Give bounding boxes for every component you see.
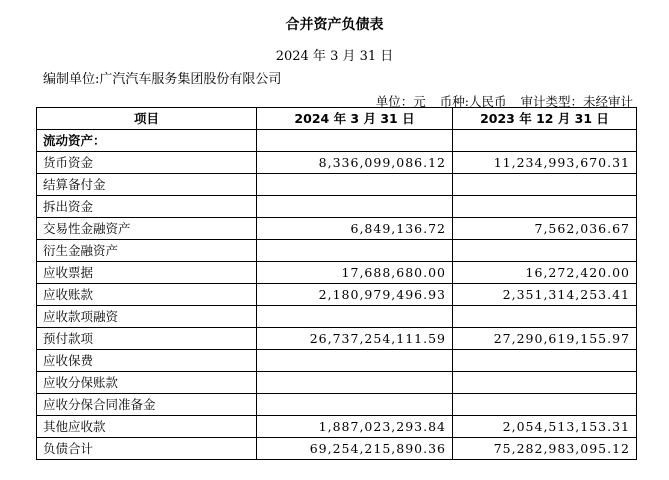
table-row [37, 152, 637, 174]
section-row [37, 130, 637, 152]
row-value-prior [453, 350, 637, 372]
row-value-current [257, 196, 453, 218]
section-label: 流动资产： [37, 130, 257, 152]
balance-sheet-table [36, 107, 637, 460]
total-value-current: 69,254,215,890.36 [257, 438, 453, 460]
row-value-prior [453, 372, 637, 394]
row-value-current: 6,849,136.72 [257, 218, 453, 240]
table-row [37, 196, 637, 218]
table-row [37, 174, 637, 196]
row-label: 其他应收款 [37, 416, 257, 438]
column-header-prior: 2023 年 12 月 31 日 [453, 108, 637, 130]
row-value-current [257, 240, 453, 262]
row-label: 应收票据 [37, 262, 257, 284]
row-value-current: 17,688,680.00 [257, 262, 453, 284]
row-label: 拆出资金 [37, 196, 257, 218]
table-cell [257, 130, 453, 152]
row-value-current [257, 306, 453, 328]
table-row [37, 218, 637, 240]
row-value-current [257, 394, 453, 416]
row-value-prior: 16,272,420.00 [453, 262, 637, 284]
row-value-prior: 7,562,036.67 [453, 218, 637, 240]
row-value-current [257, 174, 453, 196]
table-row [37, 372, 637, 394]
row-value-prior: 11,234,993,670.31 [453, 152, 637, 174]
table-row [37, 262, 637, 284]
report-date: 2024 年 3 月 31 日 [275, 49, 394, 64]
audit-type-label: 审计类型：未经审计 [520, 94, 633, 109]
column-header-current: 2024 年 3 月 31 日 [257, 108, 453, 130]
row-value-current [257, 350, 453, 372]
row-label: 预付款项 [37, 328, 257, 350]
row-label: 应收保费 [37, 350, 257, 372]
table-row [37, 328, 637, 350]
row-value-prior [453, 174, 637, 196]
row-value-prior [453, 306, 637, 328]
total-label: 负债合计 [37, 438, 257, 460]
total-value-prior: 75,282,983,095.12 [453, 438, 637, 460]
row-value-current: 1,887,023,293.84 [257, 416, 453, 438]
row-value-current: 2,180,979,496.93 [257, 284, 453, 306]
table-header-row [37, 108, 637, 130]
currency-label: 币种:人民币 [439, 94, 507, 109]
row-label: 应收账款 [37, 284, 257, 306]
row-value-prior [453, 394, 637, 416]
row-value-prior [453, 196, 637, 218]
company-name: 编制单位:广汽汽车服务集团股份有限公司 [43, 72, 282, 87]
table-row [37, 240, 637, 262]
row-label: 应收分保合同准备金 [37, 394, 257, 416]
table-cell [453, 130, 637, 152]
table-row [37, 284, 637, 306]
table-row [37, 306, 637, 328]
row-label: 交易性金融资产 [37, 218, 257, 240]
row-label: 结算备付金 [37, 174, 257, 196]
row-value-current: 26,737,254,111.59 [257, 328, 453, 350]
row-label: 衍生金融资产 [37, 240, 257, 262]
table-row [37, 394, 637, 416]
row-label: 应收款项融资 [37, 306, 257, 328]
row-value-prior: 2,054,513,153.31 [453, 416, 637, 438]
row-value-prior [453, 240, 637, 262]
unit-label: 单位：元 [375, 94, 426, 109]
row-label: 应收分保账款 [37, 372, 257, 394]
row-label: 货币资金 [37, 152, 257, 174]
table-row [37, 350, 637, 372]
row-value-prior: 2,351,314,253.41 [453, 284, 637, 306]
row-value-current: 8,336,099,086.12 [257, 152, 453, 174]
total-row [37, 438, 637, 460]
row-value-prior: 27,290,619,155.97 [453, 328, 637, 350]
column-header-item: 项目 [37, 108, 257, 130]
row-value-current [257, 372, 453, 394]
report-title: 合并资产负债表 [285, 17, 384, 33]
table-row [37, 416, 637, 438]
